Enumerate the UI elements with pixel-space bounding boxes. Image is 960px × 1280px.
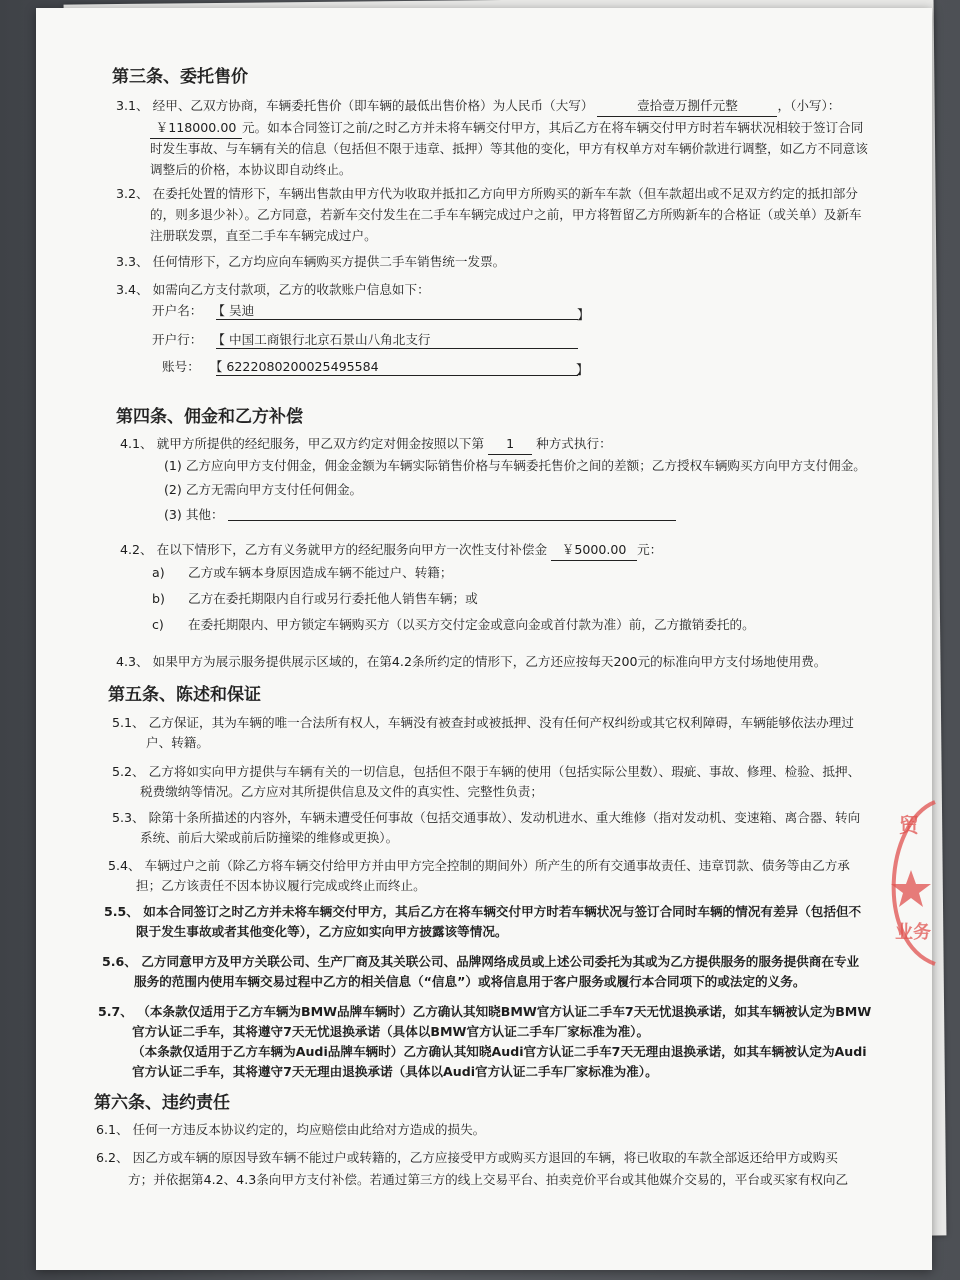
right-bracket: 】 (577, 307, 590, 322)
account-bank-value: 中国工商银行北京石景山八角北支行 (229, 332, 431, 347)
clause-4-3 (116, 652, 826, 672)
option-2: (2) 乙方无需向甲方支付任何佣金。 (164, 482, 363, 497)
clause-5-7-line3: （本条款仅适用于乙方车辆为Audi品牌车辆时）乙方确认其知晓Audi官方认证二手车7天无理由退换承诺，如其车辆被认定为Audi (132, 1044, 867, 1059)
clause-4-1 (120, 434, 612, 455)
clause-5-4-line2: 担；乙方该责任不因本协议履行完成或终止而终止。 (136, 878, 426, 893)
item-c-label: c) (152, 617, 164, 632)
clause-5-1 (112, 713, 854, 733)
option-1: (1) 乙方应向甲方支付佣金，佣金金额为车辆实际销售价格与车辆委托售价之间的差额；乙方授权车辆购买方向甲方支付佣金。 (164, 458, 866, 473)
clause-4-2 (120, 540, 662, 561)
item-a-text: 乙方或车辆本身原因造成车辆不能过户、转籍； (188, 565, 453, 580)
clause-5-3-line2: 系统、前后大梁或前后防撞梁的维修或更换）。 (140, 830, 399, 845)
clause-4-2-number: 4.2、 (120, 542, 153, 557)
clause-4-1-text-a: 就甲方所提供的经纪服务，甲乙双方约定对佣金按照以下第 (156, 436, 485, 451)
clause-5-4-number: 5.4、 (108, 858, 141, 873)
clause-6-1-text: 任何一方违反本协议约定的，均应赔偿由此给对方造成的损失。 (132, 1122, 486, 1137)
contract-page (36, 8, 932, 1270)
clause-5-2 (112, 762, 860, 782)
clause-5-1-line1: 乙方保证，其为车辆的唯一合法所有权人，车辆没有被查封或被抵押、没有任何产权纠纷或其它权利障碍，车辆能够依法办理过 (148, 715, 854, 730)
left-bracket: 【 (212, 332, 225, 347)
clause-3-1-line3: 时发生事故、与车辆有关的信息（包括但不限于违章、抵押）等其他的变化，甲方有权单方对车辆价款进行调整，如乙方不同意该 (150, 141, 868, 156)
clause-5-4 (108, 856, 850, 876)
clause-5-1-line2: 户、转籍。 (146, 735, 209, 750)
svg-text:贸: 贸 (899, 813, 919, 837)
clause-5-6-line1: 乙方同意甲方及甲方关联公司、生产厂商及其关联公司、品牌网络成员或上述公司委托为其或为乙方提供服务的服务提供商在专业 (141, 954, 860, 969)
clause-3-2-line1: 在委托处置的情形下，车辆出售款由甲方代为收取并抵扣乙方向甲方所购买的新车车款（但车款超出或不足双方约定的抵扣部分 (152, 186, 858, 201)
clause-5-6-number: 5.6、 (102, 954, 137, 969)
clause-4-1-text-b: 种方式执行： (536, 436, 612, 451)
clause-5-1-number: 5.1、 (112, 715, 145, 730)
clause-3-4-text: 如需向乙方支付款项，乙方的收款账户信息如下： (152, 282, 430, 297)
clause-5-2-line2: 税费缴纳等情况。乙方应对其所提供信息及文件的真实性、完整性负责； (140, 784, 543, 799)
seal-graphic (865, 792, 955, 972)
clause-5-3 (112, 808, 860, 828)
clause-4-3-text: 如果甲方为展示服务提供展示区域的，在第4.2条所约定的情形下，乙方还应按每天200元的标准向甲方支付场地使用费。 (152, 654, 827, 669)
section-4-title: 第四条、佣金和乙方补偿 (116, 407, 303, 427)
clause-3-1-text-b: ，（小写）： (777, 98, 841, 113)
clause-3-4-number: 3.4、 (116, 282, 149, 297)
clause-3-3 (116, 252, 505, 272)
clause-5-7-line2: 官方认证二手车，其将遵守7天无忧退换承诺（具体以BMW官方认证二手车厂家标准为准）。 (132, 1024, 650, 1039)
clause-3-1-number: 3.1、 (116, 98, 149, 113)
left-bracket: 【 (209, 359, 223, 374)
clause-5-2-line1: 乙方将如实向甲方提供与车辆有关的一切信息，包括但不限于车辆的使用（包括实际公里数）、瑕疵、事故、修理、检验、抵押、 (148, 764, 861, 779)
clause-6-2-number: 6.2、 (96, 1150, 129, 1165)
clause-4-1-number: 4.1、 (120, 436, 153, 451)
account-number-value: 6222080200025495584 (226, 359, 379, 374)
svg-text:业务: 业务 (895, 922, 931, 943)
clause-5-5 (104, 902, 861, 922)
clause-3-3-number: 3.3、 (116, 254, 149, 269)
clause-5-3-number: 5.3、 (112, 810, 145, 825)
account-name-value: 吴迪 (229, 303, 255, 318)
clause-3-2-line3: 注册联发票，直至二手车车辆完成过户。 (150, 228, 377, 243)
clause-6-2 (96, 1148, 838, 1168)
clause-6-1 (96, 1120, 485, 1140)
account-name-row (152, 301, 254, 321)
item-b-text: 乙方在委托期限内自行或另行委托他人销售车辆；或 (188, 591, 478, 606)
item-c-text: 在委托期限内、甲方锁定车辆购买方（以买方交付定金或意向金或首付款为准）前，乙方撤销委托的。 (188, 617, 755, 632)
section-5-title: 第五条、陈述和保证 (108, 685, 261, 705)
clause-3-4 (116, 280, 430, 300)
account-bank-underline (216, 348, 578, 349)
company-seal (865, 792, 955, 972)
clause-4-2-text-a: 在以下情形下，乙方有义务就甲方的经纪服务向甲方一次性支付补偿金 (156, 542, 548, 557)
clause-3-2-number: 3.2、 (116, 186, 149, 201)
option-3: (3) 其他： (164, 507, 224, 522)
clause-5-7 (98, 1002, 871, 1022)
clause-5-6-line2: 服务的范围内使用车辆交易过程中乙方的相关信息（“信息”）或将信息用于客户服务或履行本合同项下的或法定的义务。 (134, 974, 806, 989)
item-b-label: b) (152, 591, 165, 606)
clause-5-7-line4: 官方认证二手车，其将遵守7天无理由退换承诺（具体以Audi官方认证二手车厂家标准为准）。 (132, 1064, 658, 1079)
compensation-amount-field: ￥5000.00 (551, 540, 637, 561)
account-bank-label: 开户行： (152, 332, 203, 347)
clause-3-2 (116, 184, 858, 204)
right-bracket: 】 (576, 362, 589, 377)
price-numeric-field: ￥118000.00 (150, 118, 242, 139)
option-3-underline (228, 520, 676, 521)
clause-4-2-text-b: 元： (637, 542, 663, 557)
clause-6-2-line1: 因乙方或车辆的原因导致车辆不能过户或转籍的，乙方应接受甲方或购买方退回的车辆，将已收取的车款全部返还给甲方或购买 (132, 1150, 838, 1165)
commission-option-field: 1 (488, 434, 532, 455)
item-c (152, 615, 755, 635)
clause-3-2-line2: 的，则多退少补）。乙方同意，若新车交付发生在二手车车辆完成过户之前，甲方将暂留乙方所购新车的合格证（或关单）及新车 (150, 207, 862, 222)
section-3-title: 第三条、委托售价 (112, 67, 248, 87)
account-name-label: 开户名： (152, 303, 203, 318)
account-number-underline (216, 375, 578, 376)
clause-3-3-text: 任何情形下，乙方均应向车辆购买方提供二手车销售统一发票。 (152, 254, 506, 269)
clause-5-2-number: 5.2、 (112, 764, 145, 779)
clause-5-5-number: 5.5、 (104, 904, 139, 919)
clause-5-4-line1: 车辆过户之前（除乙方将车辆交付给甲方并由甲方完全控制的期间外）所产生的所有交通事故责任、违章罚款、债务等由乙方承 (144, 858, 850, 873)
clause-3-1 (116, 96, 840, 117)
left-bracket: 【 (212, 303, 225, 318)
clause-3-1-line4: 调整后的价格，本协议即自动终止。 (150, 162, 352, 177)
item-b (152, 589, 478, 609)
clause-5-7-number: 5.7、 (98, 1004, 133, 1019)
clause-6-2-line2: 方；并依据第4.2、4.3条向甲方支付补偿。若通过第三方的线上交易平台、拍卖竞价平台或其他媒介交易的，平台或买家有权向乙 (128, 1172, 849, 1187)
clause-4-3-number: 4.3、 (116, 654, 149, 669)
clause-5-6 (102, 952, 859, 972)
clause-5-3-line1: 除第十条所描述的内容外，车辆未遭受任何事故（包括交通事故）、发动机进水、重大维修（指对发动机、变速箱、离合器、转向 (148, 810, 861, 825)
clause-3-1-text-a: 经甲、乙双方协商，车辆委托售价（即车辆的最低出售价格）为人民币（大写） (152, 98, 594, 113)
clause-3-1-line2 (150, 118, 863, 139)
item-a-label: a) (152, 565, 165, 580)
account-bank-row (152, 330, 431, 350)
clause-6-1-number: 6.1、 (96, 1122, 129, 1137)
price-chinese-field: 壹拾壹万捌仟元整 (597, 96, 777, 117)
account-name-underline (216, 319, 578, 320)
account-number-label: 账号： (162, 359, 200, 374)
account-number-row (162, 357, 379, 377)
clause-5-5-line2: 限于发生事故或者其他变化等），乙方应如实向甲方披露该等情况。 (136, 924, 508, 939)
clause-5-5-line1: 如本合同签订之时乙方并未将车辆交付甲方，其后乙方在将车辆交付甲方时若车辆状况与签订合同时车辆的情况有差异（包括但不 (143, 904, 862, 919)
clause-5-7-line1: （本条款仅适用于乙方车辆为BMW品牌车辆时）乙方确认其知晓BMW官方认证二手车7天无忧退换承诺，如其车辆被认定为BMW (137, 1004, 872, 1019)
clause-3-1-text-c: 元。如本合同签订之前/之时乙方并未将车辆交付甲方，其后乙方在将车辆交付甲方时若车辆状况相较于签订合同 (242, 120, 864, 135)
section-6-title: 第六条、违约责任 (94, 1093, 230, 1113)
item-a (152, 563, 452, 583)
